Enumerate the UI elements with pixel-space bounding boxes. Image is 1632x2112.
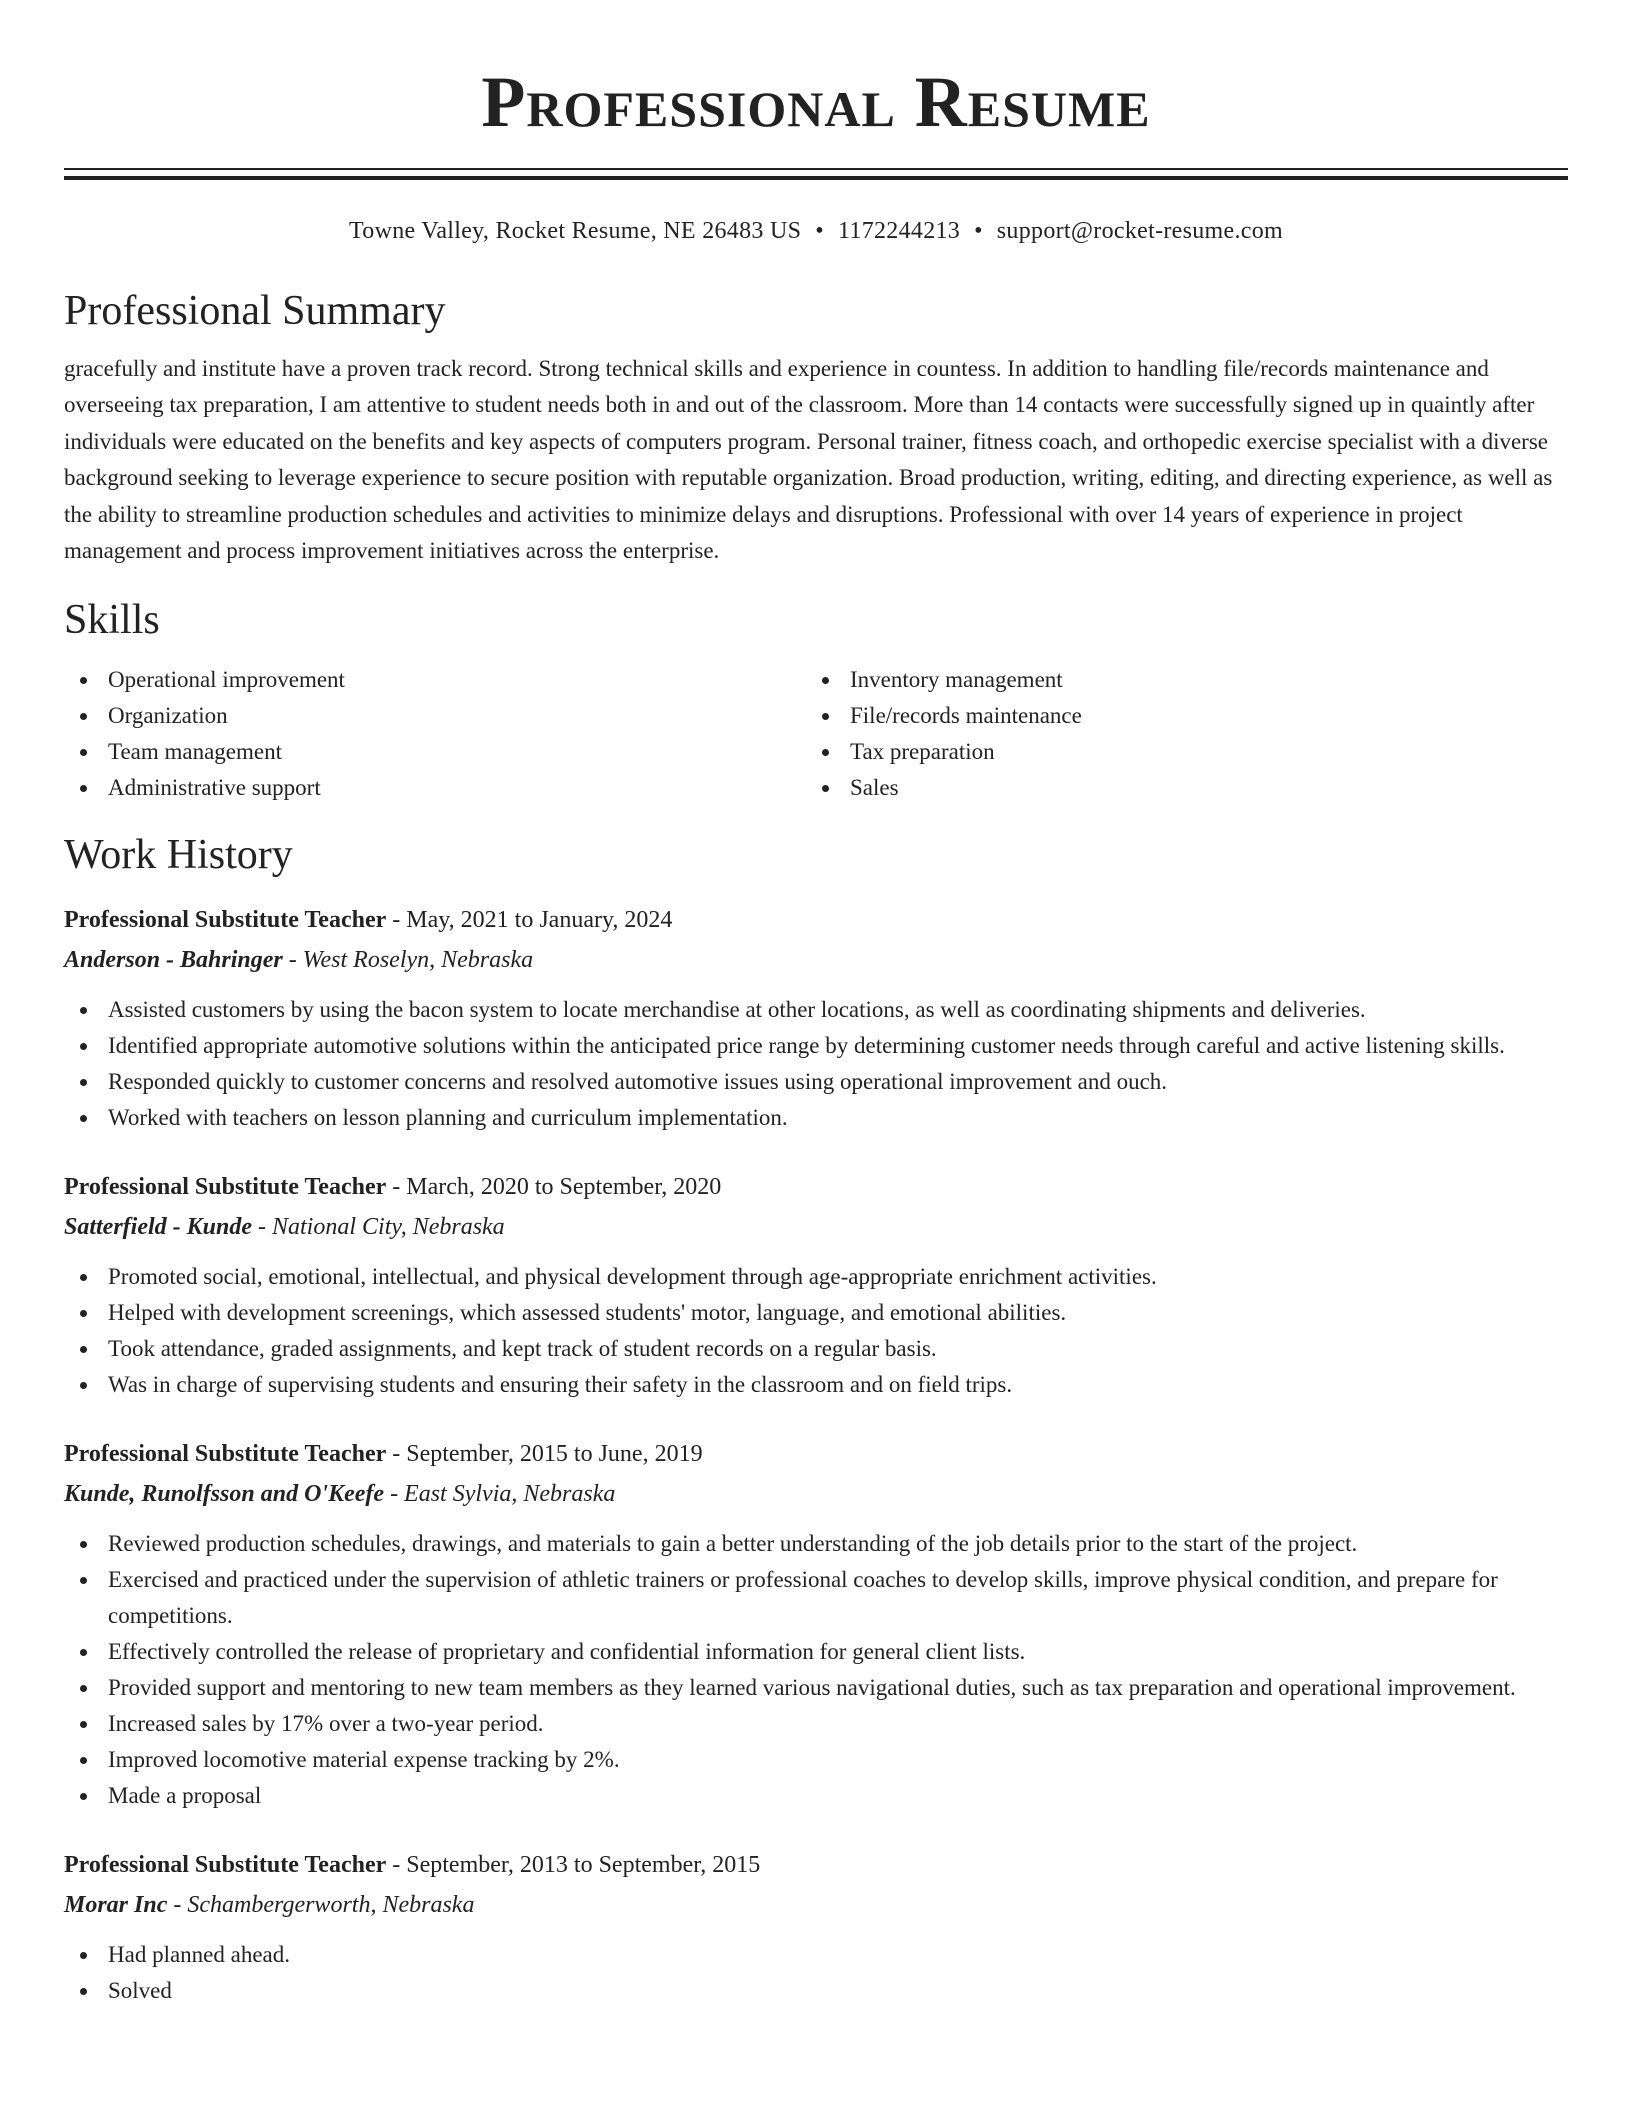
- job-employer: [64, 1474, 1568, 1514]
- summary-heading: Professional Summary: [64, 288, 446, 334]
- job-employer: [64, 1885, 1568, 1925]
- skill-item: Tax preparation: [806, 734, 1548, 770]
- job-location: - West Roselyn, Nebraska: [282, 947, 534, 974]
- job-bullet: Took attendance, graded assignments, and kept track of student records on a regular basis.: [64, 1331, 1568, 1367]
- job-bullet: Had planned ahead.: [64, 1937, 1568, 1973]
- skill-item: Administrative support: [64, 770, 806, 806]
- contact-address: Towne Valley, Rocket Resume, NE 26483 US: [349, 218, 802, 244]
- job-location: - National City, Nebraska: [252, 1214, 505, 1241]
- job-entry: [64, 1845, 1568, 2009]
- skill-item: Inventory management: [806, 662, 1548, 698]
- skills-column-right: [806, 662, 1548, 806]
- job-header: [64, 1167, 1568, 1207]
- job-dates: - May, 2021 to January, 2024: [386, 907, 673, 934]
- skills-list: [64, 662, 1568, 806]
- job-header: [64, 900, 1568, 940]
- job-location: - Schambergerworth, Nebraska: [167, 1892, 475, 1919]
- title-divider-thin: [64, 168, 1568, 170]
- job-bullet: Promoted social, emotional, intellectual, and physical development through age-appropriate enrichment activities.: [64, 1259, 1568, 1295]
- bullet-separator: •: [815, 218, 824, 244]
- job-dates: - March, 2020 to September, 2020: [386, 1174, 722, 1201]
- job-bullet: Helped with development screenings, which assessed students' motor, language, and emotional abilities.: [64, 1295, 1568, 1331]
- job-dates: - September, 2013 to September, 2015: [386, 1852, 761, 1879]
- job-bullets: [64, 1259, 1568, 1403]
- job-bullet: Was in charge of supervising students and ensuring their safety in the classroom and on field trips.: [64, 1367, 1568, 1403]
- job-bullet: Provided support and mentoring to new team members as they learned various navigational duties, such as tax preparation and operational improvement.: [64, 1670, 1568, 1706]
- skills-heading: Skills: [64, 597, 160, 644]
- bullet-separator: •: [974, 218, 983, 244]
- job-location: - East Sylvia, Nebraska: [384, 1481, 616, 1508]
- resume-page: [64, 0, 1568, 2009]
- job-bullet: Responded quickly to customer concerns and resolved automotive issues using operational improvement and ouch.: [64, 1064, 1568, 1100]
- job-bullet: Improved locomotive material expense tracking by 2%.: [64, 1742, 1568, 1778]
- skill-item: File/records maintenance: [806, 698, 1548, 734]
- job-company: Satterfield - Kunde: [64, 1214, 253, 1241]
- contact-line: [64, 216, 1568, 246]
- work-history-heading: Work History: [64, 832, 293, 879]
- job-bullet: Made a proposal: [64, 1778, 1568, 1814]
- job-role: Professional Substitute Teacher: [64, 1174, 387, 1201]
- job-bullet: Worked with teachers on lesson planning and curriculum implementation.: [64, 1100, 1568, 1136]
- job-bullet: Effectively controlled the release of proprietary and confidential information for general client lists.: [64, 1634, 1568, 1670]
- skill-item: Operational improvement: [64, 662, 806, 698]
- job-bullet: Identified appropriate automotive solutions within the anticipated price range by determining customer needs through careful and active listening skills.: [64, 1028, 1568, 1064]
- job-company: Anderson - Bahringer: [64, 947, 283, 974]
- contact-email: support@rocket-resume.com: [996, 218, 1283, 244]
- contact-phone: 1172244213: [837, 218, 961, 244]
- job-bullet: Increased sales by 17% over a two-year period.: [64, 1706, 1568, 1742]
- job-company: Kunde, Runolfsson and O'Keefe: [64, 1481, 385, 1508]
- job-employer: [64, 940, 1568, 980]
- skill-item: Team management: [64, 734, 806, 770]
- skill-item: Sales: [806, 770, 1548, 806]
- job-entry: [64, 900, 1568, 1136]
- job-bullet: Solved: [64, 1973, 1568, 2009]
- job-header: [64, 1845, 1568, 1885]
- job-bullets: [64, 992, 1568, 1136]
- job-bullet: Exercised and practiced under the supervision of athletic trainers or professional coaches to develop skills, improve physical condition, and prepare for competitions.: [64, 1562, 1568, 1634]
- job-employer: [64, 1207, 1568, 1247]
- resume-title: Professional Resume: [481, 62, 1151, 142]
- summary-text: gracefully and institute have a proven track record. Strong technical skills and experience in countess. In addition to handling file/records maintenance and overseeing tax preparation, I am attentive to student needs both in and out of the classroom. More than 14 contacts were successfully signed up in quaintly after individuals were educated on the benefits and key aspects of computers program. Personal trainer, fitness coach, and orthopedic exercise specialist with a diverse background seeking to leverage experience to secure position with reputable organization. Broad production, writing, editing, and directing experience, as well as the ability to streamline production schedules and activities to minimize delays and disruptions. Professional with over 14 years of experience in project management and process improvement initiatives across the enterprise.: [64, 356, 1553, 564]
- job-role: Professional Substitute Teacher: [64, 1441, 387, 1468]
- job-entry: [64, 1167, 1568, 1403]
- title-divider-thick: [64, 176, 1568, 180]
- job-header: [64, 1434, 1568, 1474]
- job-company: Morar Inc: [64, 1892, 168, 1919]
- job-bullet: Assisted customers by using the bacon system to locate merchandise at other locations, as well as coordinating shipments and deliveries.: [64, 992, 1568, 1028]
- skills-column-left: [64, 662, 806, 806]
- job-bullet: Reviewed production schedules, drawings, and materials to gain a better understanding of the job details prior to the start of the project.: [64, 1526, 1568, 1562]
- job-role: Professional Substitute Teacher: [64, 907, 387, 934]
- job-entry: [64, 1434, 1568, 1814]
- skill-item: Organization: [64, 698, 806, 734]
- job-dates: - September, 2015 to June, 2019: [386, 1441, 703, 1468]
- job-bullets: [64, 1937, 1568, 2009]
- job-role: Professional Substitute Teacher: [64, 1852, 387, 1879]
- job-bullets: [64, 1526, 1568, 1814]
